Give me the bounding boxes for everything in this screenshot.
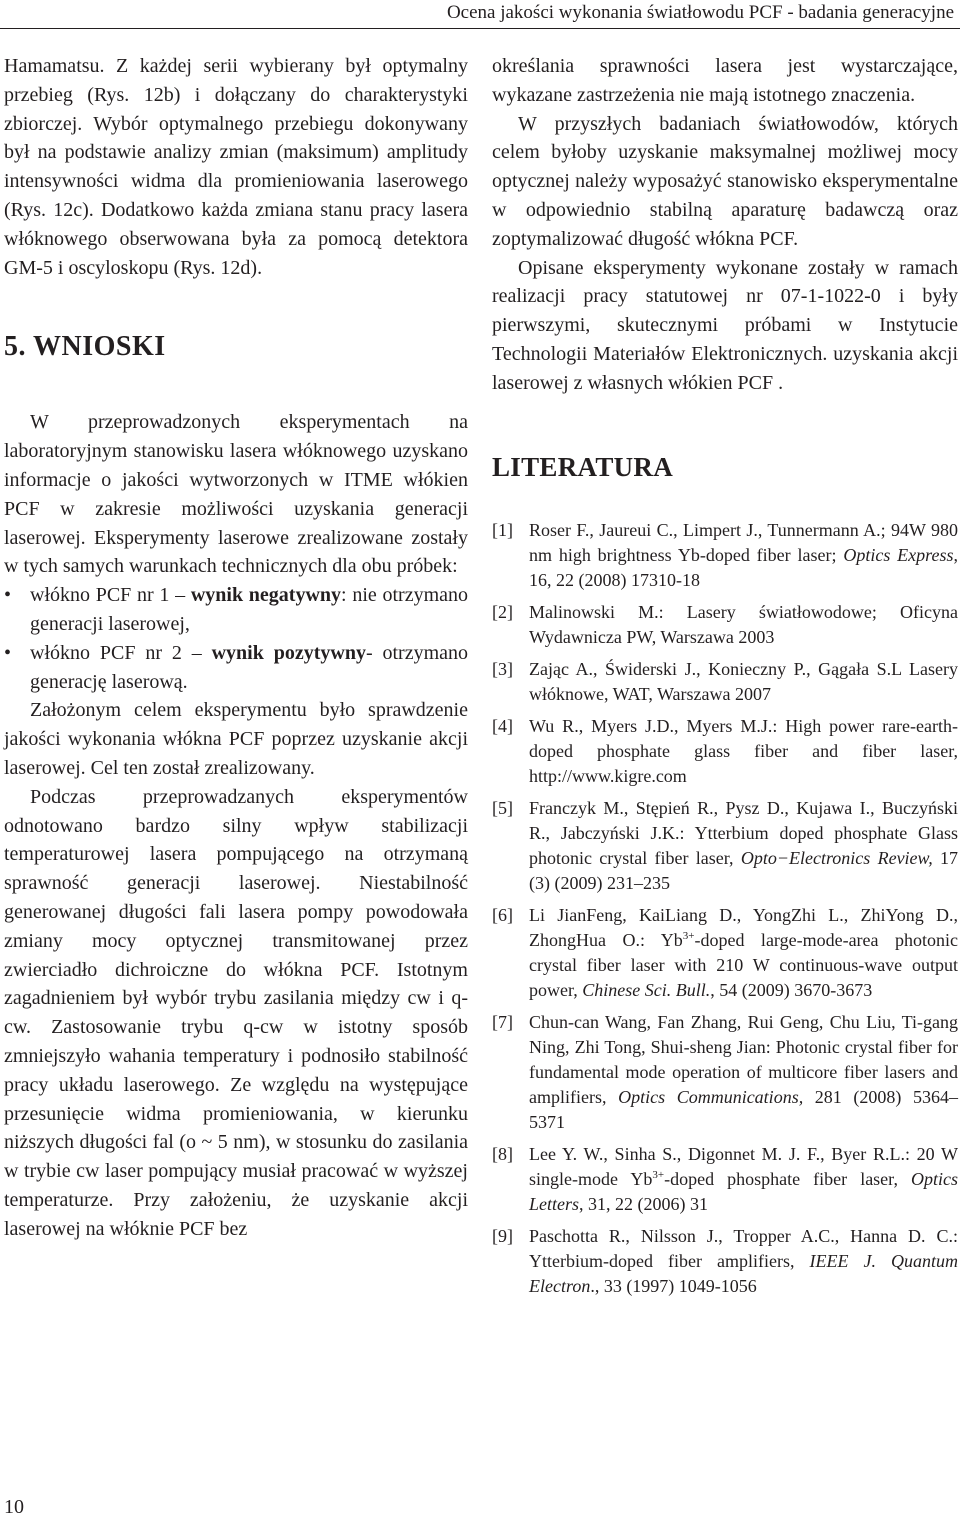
section-title-conclusions: 5. WNIOSKI: [4, 331, 166, 363]
reference-item: [7] Chun-can Wang, Fan Zhang, Rui Geng, Chu Liu, Ti-gang Ning, Zhi Tong, Shui-sheng Jian: Photonic crystal fiber for fundamental mode operation of multicore fiber lasers and amplifiers, Optics Communications, 281 (2008) 5364–5371: [492, 1011, 959, 1132]
conclusions-paragraph-1: W przeprowadzonych eksperymentach na laboratoryjnym stanowisku lasera włóknowego uzyskano informacje o jakości wytworzonych w ITME włókien PCF w zakresie możliwości uzyskania generacji laserowej. Eksperymenty laserowe zrealizowane zostały w tych samych warunkach technicznych dla obu próbek:: [4, 411, 468, 578]
future-work-paragraph: W przyszłych badaniach światłowodów, których celem byłoby uzyskanie maksymalnej możliwej mocy optycznej należy wyposażyć stanowisko eksperymentalne w odpowiednio stabilną aparaturę badawczą oraz zoptymalizować długość włókna PCF.: [492, 112, 958, 250]
reference-item: [8] Lee Y. W., Sinha S., Digonnet M. J. F., Byer R.L.: 20 W single-mode $Yb^{3+}$-doped phosphate fiber laser, Optics Letters, 31, 22 (2006) 31: [492, 1143, 958, 1214]
literature-title: LITERATURA: [492, 451, 674, 482]
left-column: [4, 52, 468, 1243]
conclusions-paragraph-2: Założonym celem eksperymentu było sprawdzenie jakości wykonania włókna PCF poprzez uzyskanie akcji laserowej. Cel ten został zrealizowany.: [4, 699, 468, 779]
list-item: • włókno PCF nr 2 – wynik pozytywny- otrzymano generację laserową.: [4, 639, 468, 697]
reference-item: [4] Wu R., Myers J.D., Myers M.J.: High power rare-earth-doped phosphate glass fiber and fiber laser, http://www.kigre.com: [492, 715, 958, 786]
right-column: [492, 52, 958, 1306]
reference-item: [3] Zając A., Świderski J., Konieczny P., Gągała S.L Lasery włóknowe, WAT, Warszawa 2007: [492, 658, 958, 704]
conclusions-paragraph-3: Podczas przeprowadzanych eksperymentów odnotowano bardzo silny wpływ stabilizacji temperaturowej lasera pompującego na otrzymaną sprawność generacji laserowej. Niestabilność generowanej długości fali lasera pompy powodowała zmiany mocy optycznej transmitowanej przez zwierciadło dichroiczne do włókna PCF. Istotnym zagadnieniem był wybór trybu zasilania między cw i q-cw. Zastosowanie trybu q-cw w istotny sposób zmniejszyło wahania temperatury i podnosiło stabilność pracy układu laserowego. Ze względu na występujące przesunięcie widma promieniowania, w kierunku niższych długości fal (o ~ 5 nm), w stosunku do zasilania w trybie cw laser pompujący musiał pracować w wyższej temperaturze. Przy założeniu, że uzyskanie akcji laserowej na włóknie PCF bez: [4, 785, 468, 1240]
running-head: Ocena jakości wykonania światłowodu PCF - badania generacyjne: [446, 2, 954, 23]
reference-item: [2] Malinowski M.: Lasery światłowodowe; Oficyna Wydawnicza PW, Warszawa 2003: [492, 601, 958, 647]
reference-item: [5] Franczyk M., Stępień R., Pysz D., Kujawa I., Buczyński R., Jabczyński J.K.: Ytterbium doped phosphate Glass photonic crystal fiber laser, Opto−Electronics Review, 17 (3) (2009) 231–235: [492, 797, 958, 893]
results-list: [4, 581, 468, 696]
reference-item: [9] Paschotta R., Nilsson J., Tropper A.C., Hanna D. C.: Ytterbium-doped fiber amplifiers, IEEE J. Quantum Electron., 33 (1997) 1049-1056: [492, 1225, 958, 1296]
list-item: • włókno PCF nr 1 – wynik negatywny: nie otrzymano generacji laserowej,: [4, 581, 468, 639]
header-rule: [0, 28, 960, 29]
page-number: 10: [4, 1496, 24, 1518]
reference-item: [1] Roser F., Jaureui C., Limpert J., Tunnermann A.; 94W 980 nm high brightness Yb-doped fiber laser; Optics Express, 16, 22 (2008) 17310-18: [492, 519, 958, 590]
continued-paragraph: określania sprawności lasera jest wystarczające, wykazane zastrzeżenia nie mają istotnego znaczenia.: [492, 55, 958, 106]
intro-paragraph: Hamamatsu. Z każdej serii wybierany był optymalny przebieg (Rys. 12b) i dołączany do charakterystyki zbiorczej. Wybór optymalnego przebiegu dokonywany był na podstawie analizy zmian (maksimum) amplitudy intensywności widma dla promieniowania laserowego (Rys. 12c). Dodatkowo każda zmiana stanu pracy lasera włóknowego obserwowana była za pomocą detektora GM-5 i oscyloskopu (Rys. 12d).: [4, 55, 468, 279]
reference-list: [492, 518, 958, 1299]
funding-paragraph: Opisane eksperymenty wykonane zostały w ramach realizacji pracy statutowej nr 07-1-1022-0 i były pierwszymi, skutecznymi próbami w Instytucie Technologii Materiałów Elektronicznych. uzyskania akcji laserowej z własnych włókien PCF .: [492, 256, 958, 394]
reference-item: [6] Li JianFeng, KaiLiang D., YongZhi L., ZhiYong D., ZhongHua O.: $Yb^{3+}$-doped large-mode-area photonic crystal fiber laser with 210 W continuous-wave output power, Chinese Sci. Bull., 54 (2009) 3670-3673: [492, 904, 958, 1000]
